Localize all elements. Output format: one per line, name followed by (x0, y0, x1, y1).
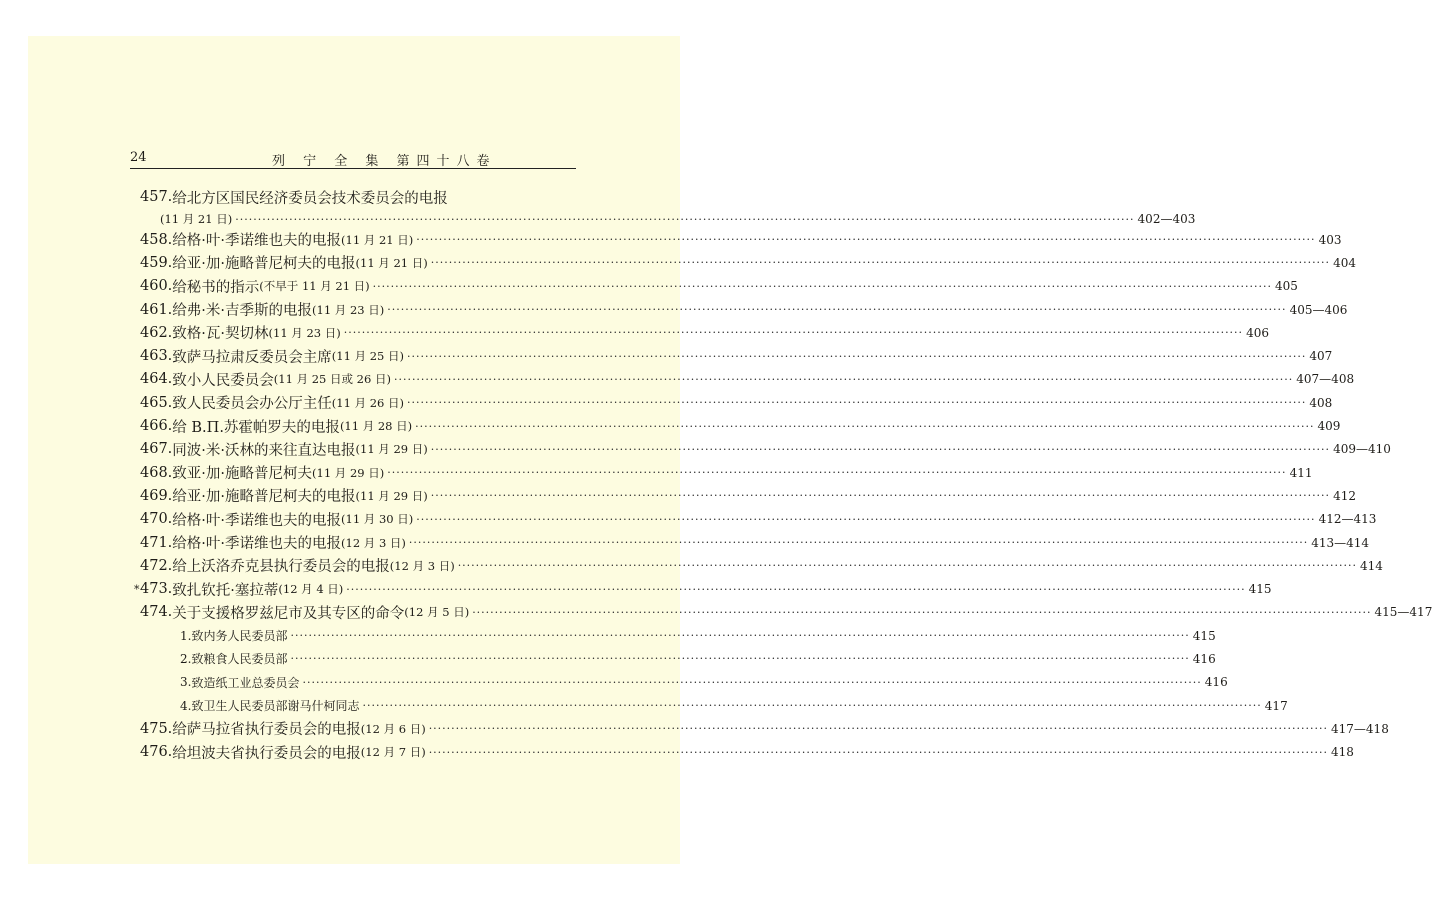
dot-leader: ········································································································································································································ (393, 372, 1294, 386)
entry-pages: 417—418 (1331, 721, 1389, 736)
entry-mark: * (134, 582, 140, 596)
entry-date: (11 月 23 日) (312, 302, 385, 317)
entry-pages: 409 (1317, 419, 1341, 434)
entry-number: 469. (140, 487, 173, 504)
entry-date: (11 月 29 日) (355, 488, 428, 503)
toc-entry (134, 577, 1272, 600)
entry-pages: 405—406 (1289, 302, 1348, 317)
dot-leader: ········································································································································································································ (362, 699, 1262, 713)
dot-leader: ········································································································································································································ (415, 419, 1315, 433)
entry-pages: 415 (1248, 582, 1272, 597)
toc-entry (140, 717, 1389, 740)
entry-number: 476. (140, 744, 173, 761)
toc-entry (140, 438, 1391, 461)
toc-entry (140, 298, 1348, 321)
entry-number: 461. (140, 301, 173, 318)
entry-title: 给 B.Π.苏霍帕罗夫的电报 (172, 419, 340, 436)
entry-number: 1. (180, 628, 192, 643)
entry-title: 同波·米·沃林的来往直达电报 (172, 442, 356, 459)
toc-entry (140, 647, 1216, 670)
entry-title: 给格·叶·季诺维也夫的电报 (172, 233, 342, 250)
entry-title: 给亚·加·施略普尼柯夫的电报 (172, 489, 356, 506)
entry-date: (11 月 25 日) (331, 349, 405, 364)
entry-date: (11 月 21 日) (160, 212, 233, 226)
entry-title: 给北方区国民经济委员会技术委员会的电报 (172, 190, 448, 207)
entry-date: (12 月 4 日) (278, 582, 344, 597)
entry-number: 458. (140, 231, 173, 248)
entry-date: (12 月 5 日) (404, 605, 470, 620)
entry-date: (12 月 7 日) (360, 745, 426, 760)
entry-title: 致粮食人民委员部 (191, 652, 288, 667)
entry-pages: 416 (1204, 675, 1228, 690)
entry-date: (11 月 21 日) (341, 232, 414, 247)
dot-leader: ········································································································································································································ (430, 489, 1331, 503)
entry-pages: 416 (1192, 651, 1216, 666)
entry-title: 关于支援格罗兹尼市及其专区的命令 (172, 605, 405, 622)
toc-entry (140, 391, 1333, 414)
toc-entry (140, 184, 576, 210)
entry-pages: 417 (1264, 698, 1288, 713)
dot-leader: ········································································································································································································ (343, 326, 1244, 340)
entry-number: 475. (140, 720, 173, 737)
entry-title: 致造纸工业总委员会 (191, 675, 300, 690)
entry-title: 给坦波夫省执行委员会的电报 (172, 745, 361, 762)
toc-entry (140, 484, 1356, 507)
entry-date: (11 月 21 日) (355, 255, 428, 270)
toc-entry (140, 554, 1383, 577)
entry-date: (11 月 28 日) (339, 419, 413, 434)
entry-date: (12 月 3 日) (341, 535, 406, 550)
entry-number: 4. (180, 698, 192, 713)
toc-entry (140, 461, 1313, 484)
entry-pages: 406 (1246, 325, 1269, 340)
running-title: 列 宁 全 集 第四十八卷 (272, 154, 497, 169)
toc-entry (140, 531, 1370, 554)
entry-date: (12 月 3 日) (389, 558, 455, 573)
entry-title: 给弗·米·吉季斯的电报 (172, 303, 313, 320)
entry-title: 给秘书的指示 (172, 279, 260, 296)
entry-number: 468. (140, 464, 173, 481)
entry-title: 给亚·加·施略普尼柯夫的电报 (172, 256, 356, 273)
dot-leader: ········································································································································································································ (457, 559, 1358, 573)
entry-pages: 418 (1331, 745, 1354, 760)
entry-pages: 411 (1289, 465, 1313, 480)
entry-number: 457. (140, 189, 173, 205)
dot-leader: ········································································································································································································ (430, 256, 1331, 270)
dot-leader: ········································································································································································································ (428, 745, 1329, 759)
dot-leader: ········································································································································································································ (408, 536, 1309, 549)
entry-title: 致亚·加·施略普尼柯夫 (172, 466, 313, 483)
dot-leader: ········································································································································································································ (372, 279, 1272, 293)
toc-entry (140, 368, 1355, 391)
entry-pages: 415—417 (1374, 605, 1432, 620)
entry-pages: 403 (1318, 232, 1342, 247)
entry-number: 463. (140, 348, 173, 365)
entry-date: (11 月 30 日) (341, 512, 414, 527)
page-number: 24 (130, 150, 147, 165)
entry-title: 给格·叶·季诺维也夫的电报 (172, 512, 342, 529)
entry-title: 致扎钦托·塞拉蒂 (172, 582, 279, 599)
entry-title: 致卫生人民委员部谢马什柯同志 (191, 699, 360, 714)
entry-number: 462. (140, 324, 173, 341)
entry-number: 467. (140, 441, 173, 458)
toc-entry (140, 601, 1432, 624)
entry-number: 3. (180, 675, 192, 690)
entry-pages: 413—414 (1311, 535, 1370, 550)
toc-entry (140, 741, 1354, 764)
dot-leader: ········································································································································································································ (416, 512, 1316, 526)
entry-number: 459. (140, 254, 173, 271)
entry-pages: 415 (1192, 628, 1216, 643)
entry-title: 致小人民委员会 (172, 372, 274, 389)
entry-number: 460. (140, 278, 173, 295)
dot-leader: ········································································································································································································ (430, 442, 1331, 456)
entry-date: (11 月 25 日或 26 日) (273, 372, 391, 387)
entry-date: (11 月 23 日) (268, 325, 341, 340)
dot-leader: ········································································································································································································ (407, 349, 1307, 363)
entry-number: 464. (140, 371, 173, 388)
entry-pages: 412 (1333, 488, 1356, 503)
dot-leader: ········································································································································································································ (472, 605, 1372, 619)
entry-date: (11 月 29 日) (355, 442, 428, 457)
toc-entry (140, 251, 1356, 274)
entry-pages: 407 (1309, 349, 1333, 364)
entry-pages: 402—403 (1137, 212, 1196, 226)
toc-entry (140, 671, 1228, 694)
dot-leader: ········································································································································································································ (387, 466, 1287, 480)
entry-number: 472. (140, 557, 173, 574)
page-header (130, 148, 576, 169)
entry-date: (不早于 11 月 21 日) (259, 279, 370, 294)
entry-title: 致萨马拉肃反委员会主席 (172, 349, 332, 366)
toc-entry (140, 414, 1341, 437)
toc-entry (140, 508, 1377, 531)
entry-title: 致人民委员会办公厅主任 (172, 396, 332, 413)
entry-number: 466. (140, 418, 173, 435)
dot-leader: ········································································································································································································ (302, 675, 1202, 689)
dot-leader: ········································································································································································································ (346, 582, 1246, 596)
dot-leader: ········································································································································································································ (235, 212, 1135, 226)
entry-pages: 409—410 (1333, 442, 1391, 457)
entry-number: 465. (140, 394, 173, 411)
table-of-contents (134, 184, 1432, 764)
entry-title: 致内务人民委员部 (191, 629, 288, 644)
entry-title: 给萨马拉省执行委员会的电报 (172, 722, 361, 739)
dot-leader: ········································································································································································································ (387, 303, 1287, 317)
entry-number: 470. (140, 511, 173, 528)
dot-leader: ········································································································································································································ (290, 629, 1190, 643)
entry-number: 473. (140, 581, 173, 598)
entry-pages: 408 (1309, 395, 1333, 410)
entry-pages: 407—408 (1296, 372, 1355, 387)
toc-entry (140, 321, 1269, 344)
entry-pages: 404 (1333, 255, 1356, 270)
dot-leader: ········································································································································································································ (416, 233, 1316, 247)
toc-entry (140, 275, 1298, 298)
entry-number: 2. (180, 651, 192, 666)
toc-entry (140, 228, 1342, 251)
entry-number: 474. (140, 604, 173, 621)
entry-number: 471. (140, 534, 173, 551)
dot-leader: ········································································································································································································ (290, 652, 1190, 666)
entry-date: (11 月 29 日) (312, 465, 385, 480)
entry-title: 给格·叶·季诺维也夫的电报 (172, 536, 342, 552)
entry-pages: 405 (1275, 279, 1298, 294)
toc-entry (140, 210, 1196, 228)
entry-title: 给上沃洛乔克县执行委员会的电报 (172, 559, 390, 576)
entry-pages: 414 (1360, 558, 1383, 573)
toc-entry (140, 624, 1216, 647)
entry-title: 致格·瓦·契切林 (172, 326, 269, 343)
entry-date: (12 月 6 日) (360, 721, 426, 736)
toc-entry (140, 694, 1288, 717)
dot-leader: ········································································································································································································ (407, 396, 1307, 410)
entry-date: (11 月 26 日) (331, 395, 405, 410)
toc-entry (140, 344, 1333, 367)
dot-leader: ········································································································································································································ (428, 722, 1329, 736)
entry-pages: 412—413 (1318, 512, 1377, 527)
